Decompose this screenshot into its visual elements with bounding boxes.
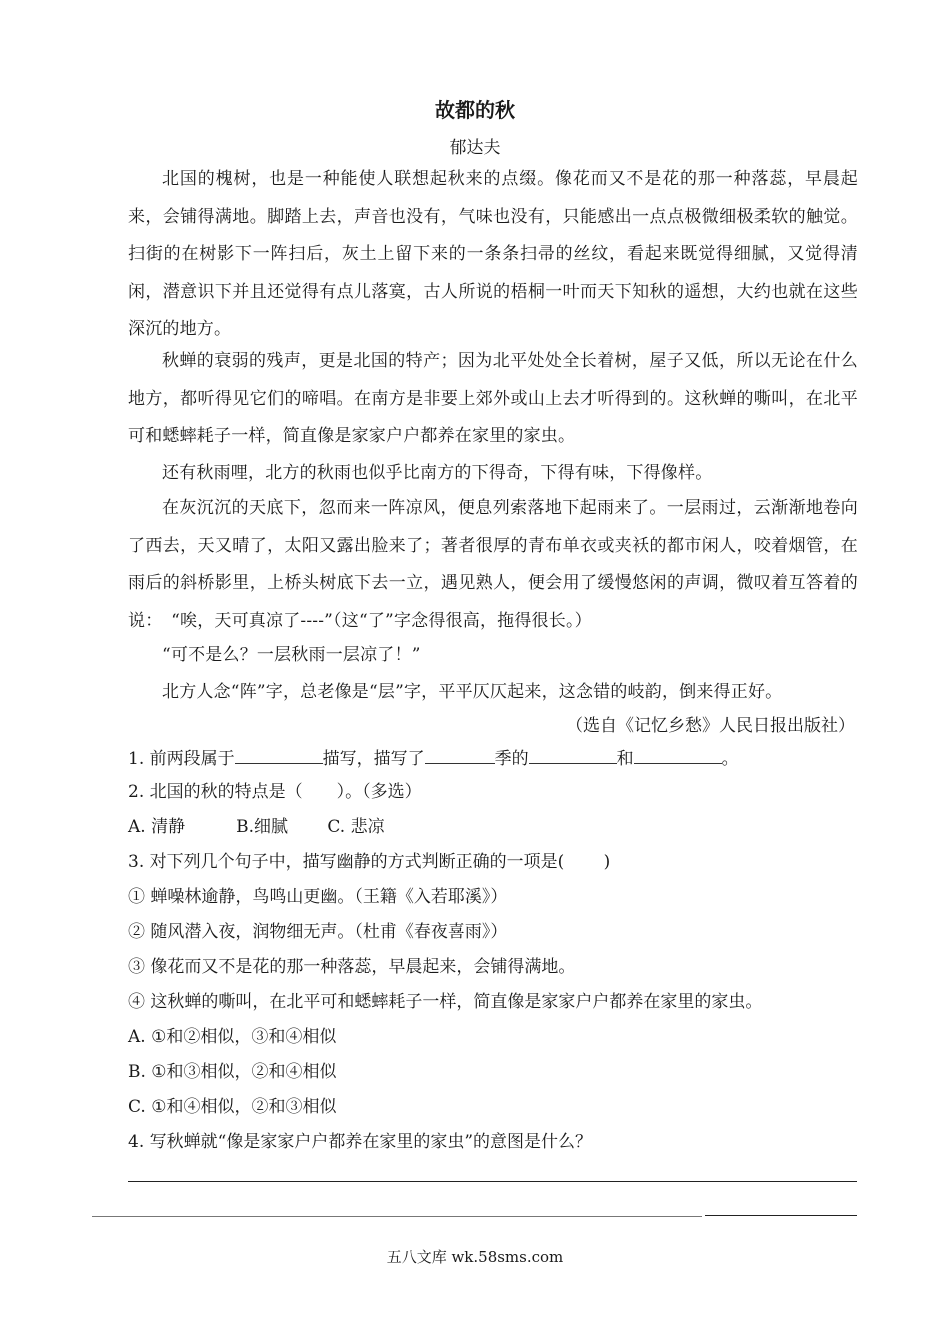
question-2-stem: 2. 北国的秋的特点是（ ）。（多选） bbox=[128, 782, 422, 802]
passage-paragraph-4: 在灰沉沉的天底下，忽而来一阵凉风，便息列索落地下起雨来了。一层雨过，云渐渐地卷向了西去，天又晴了，太阳又露出脸来了；著者很厚的青布单衣或夹袄的都市闲人，咬着烟管，在雨后的斜桥影里，上桥头树底下去一立，遇见熟人，便会用了缓慢悠闲的声调，微叹着互答着的说： “唉，天可真凉了----”（这“了”字念得很高，拖得很长。） bbox=[128, 498, 858, 631]
answer-blank[interactable] bbox=[529, 745, 617, 764]
author: 郁达夫 bbox=[449, 138, 501, 158]
question-3-option-c: C. ①和④相似，②和③相似 bbox=[128, 1097, 337, 1117]
question-3-item-4: ④ 这秋蝉的嘶叫，在北平可和蟋蟀耗子一样，简直像是家家户户都养在家里的家虫。 bbox=[128, 992, 763, 1012]
question-3-item-3: ③ 像花而又不是花的那一种落蕊，早晨起来，会铺得满地。 bbox=[128, 957, 576, 977]
answer-blank[interactable] bbox=[235, 745, 323, 764]
answer-line[interactable] bbox=[128, 1181, 857, 1182]
footer-watermark: 五八文库 wk.58sms.com bbox=[386, 1248, 564, 1266]
question-1: 1. 前两段属于 描写，描写了 季的 和 。 bbox=[128, 745, 858, 771]
question-3-stem: 3. 对下列几个句子中，描写幽静的方式判断正确的一项是( ) bbox=[128, 852, 611, 872]
passage-paragraph-6: 北方人念“阵”字，总老像是“层”字，平平仄仄起来，这念错的岐韵，倒来得正好。 bbox=[162, 682, 783, 702]
question-3-item-2: ② 随风潜入夜，润物细无声。（杜甫《春夜喜雨》） bbox=[128, 922, 508, 942]
answer-line[interactable] bbox=[705, 1215, 857, 1216]
answer-blank[interactable] bbox=[425, 745, 495, 764]
question-4-stem: 4. 写秋蝉就“像是家家户户都养在家里的家虫”的意图是什么？ bbox=[128, 1132, 593, 1152]
passage-paragraph-5: “可不是么？一层秋雨一层凉了！” bbox=[162, 645, 421, 665]
source-citation: （选自《记忆乡愁》人民日报出版社） bbox=[566, 716, 855, 736]
passage-paragraph-1: 北国的槐树，也是一种能使人联想起秋来的点缀。像花而又不是花的那一种落蕊，早晨起来，会铺得满地。脚踏上去，声音也没有，气味也没有，只能感出一点点极微细极柔软的触觉。扫街的在树影下一阵扫后，灰土上留下来的一条条扫帚的丝纹，看起来既觉得细腻，又觉得清闲，潜意识下并且还觉得有点儿落寞，古人所说的梧桐一叶而天下知秋的遥想，大约也就在这些深沉的地方。 bbox=[128, 169, 858, 339]
question-3-option-b: B. ①和③相似，②和④相似 bbox=[128, 1062, 337, 1082]
question-3-option-a: A. ①和②相似，③和④相似 bbox=[128, 1027, 337, 1047]
question-2-options: A. 清静 B.细腻 C. 悲凉 bbox=[128, 817, 385, 837]
divider bbox=[92, 1216, 702, 1217]
passage-paragraph-2: 秋蝉的衰弱的残声，更是北国的特产；因为北平处处全长着树，屋子又低，所以无论在什么地方，都听得见它们的啼唱。在南方是非要上郊外或山上去才听得到的。这秋蝉的嘶叫，在北平可和蟋蟀耗子一样，简直像是家家户户都养在家里的家虫。 bbox=[128, 351, 858, 446]
answer-blank[interactable] bbox=[634, 745, 722, 764]
passage-paragraph-3: 还有秋雨哩，北方的秋雨也似乎比南方的下得奇，下得有味，下得像样。 bbox=[162, 463, 713, 483]
question-3-item-1: ① 蝉噪林逾静，鸟鸣山更幽。（王籍《入若耶溪》） bbox=[128, 887, 508, 907]
page-title: 故都的秋 bbox=[435, 98, 515, 122]
